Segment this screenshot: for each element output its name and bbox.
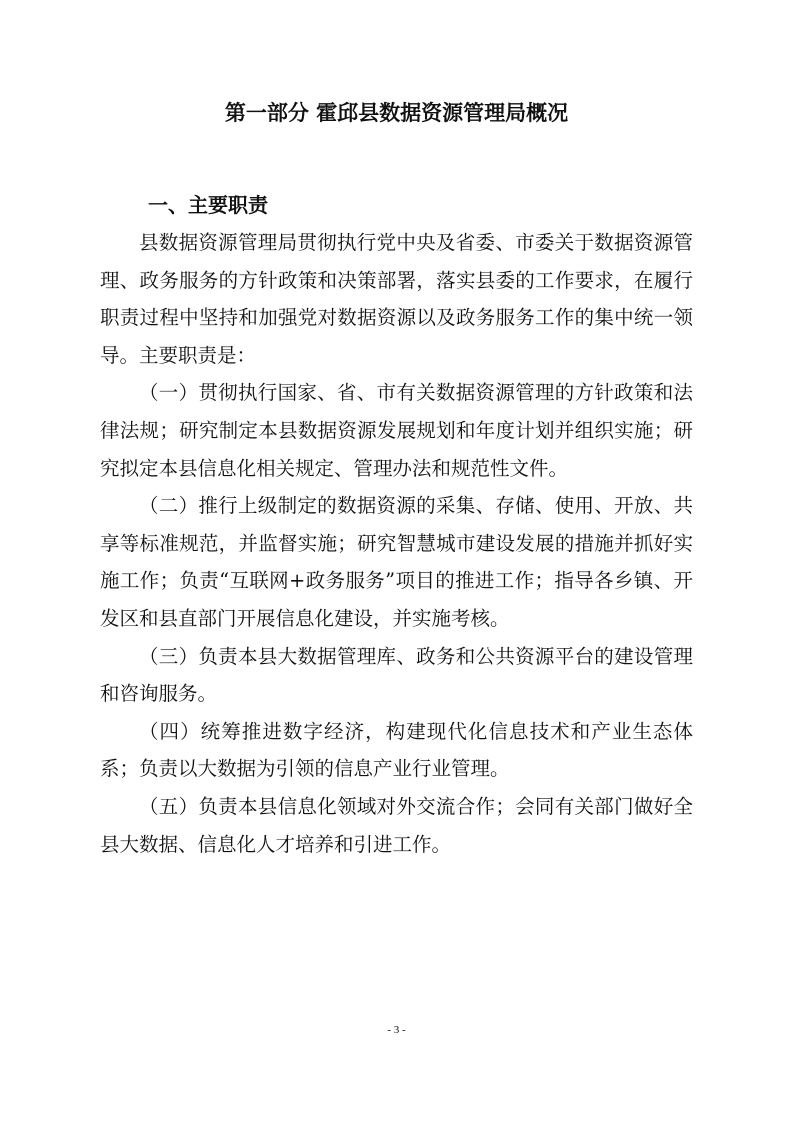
body-text <box>100 224 693 863</box>
duty-item-2: （二）推行上级制定的数据资源的采集、存储、使用、开放、共享等标准规范，并监督实施；研究智慧城市建设发展的措施并抓好实施工作；负责“互联网+政务服务”项目的推进工作；指导各乡镇、开发区和县直部门开展信息化建设，并实施考核。 <box>100 494 693 630</box>
duty-item-5: （五）负责本县信息化领域对外交流合作；会同有关部门做好全县大数据、信息化人才培养和引进工作。 <box>100 794 693 856</box>
section-heading: 一、主要职责 <box>148 193 268 217</box>
page-title: 第一部分 霍邱县数据资源管理局概况 <box>224 101 569 125</box>
intro-paragraph: 县数据资源管理局贯彻执行党中央及省委、市委关于数据资源管理、政务服务的方针政策和决策部署，落实县委的工作要求，在履行职责过程中坚持和加强党对数据资源以及政务服务工作的集中统一领导。主要职责是： <box>100 231 693 367</box>
duty-item-4: （四）统筹推进数字经济，构建现代化信息技术和产业生态体系；负责以大数据为引领的信息产业行业管理。 <box>100 719 693 781</box>
duty-item-3: （三）负责本县大数据管理库、政务和公共资源平台的建设管理和咨询服务。 <box>100 644 693 706</box>
page-number: - 3 - <box>387 1024 406 1036</box>
duty-item-1: （一）贯彻执行国家、省、市有关数据资源管理的方针政策和法律法规；研究制定本县数据资源发展规划和年度计划并组织实施；研究拟定本县信息化相关规定、管理办法和规范性文件。 <box>100 381 693 480</box>
